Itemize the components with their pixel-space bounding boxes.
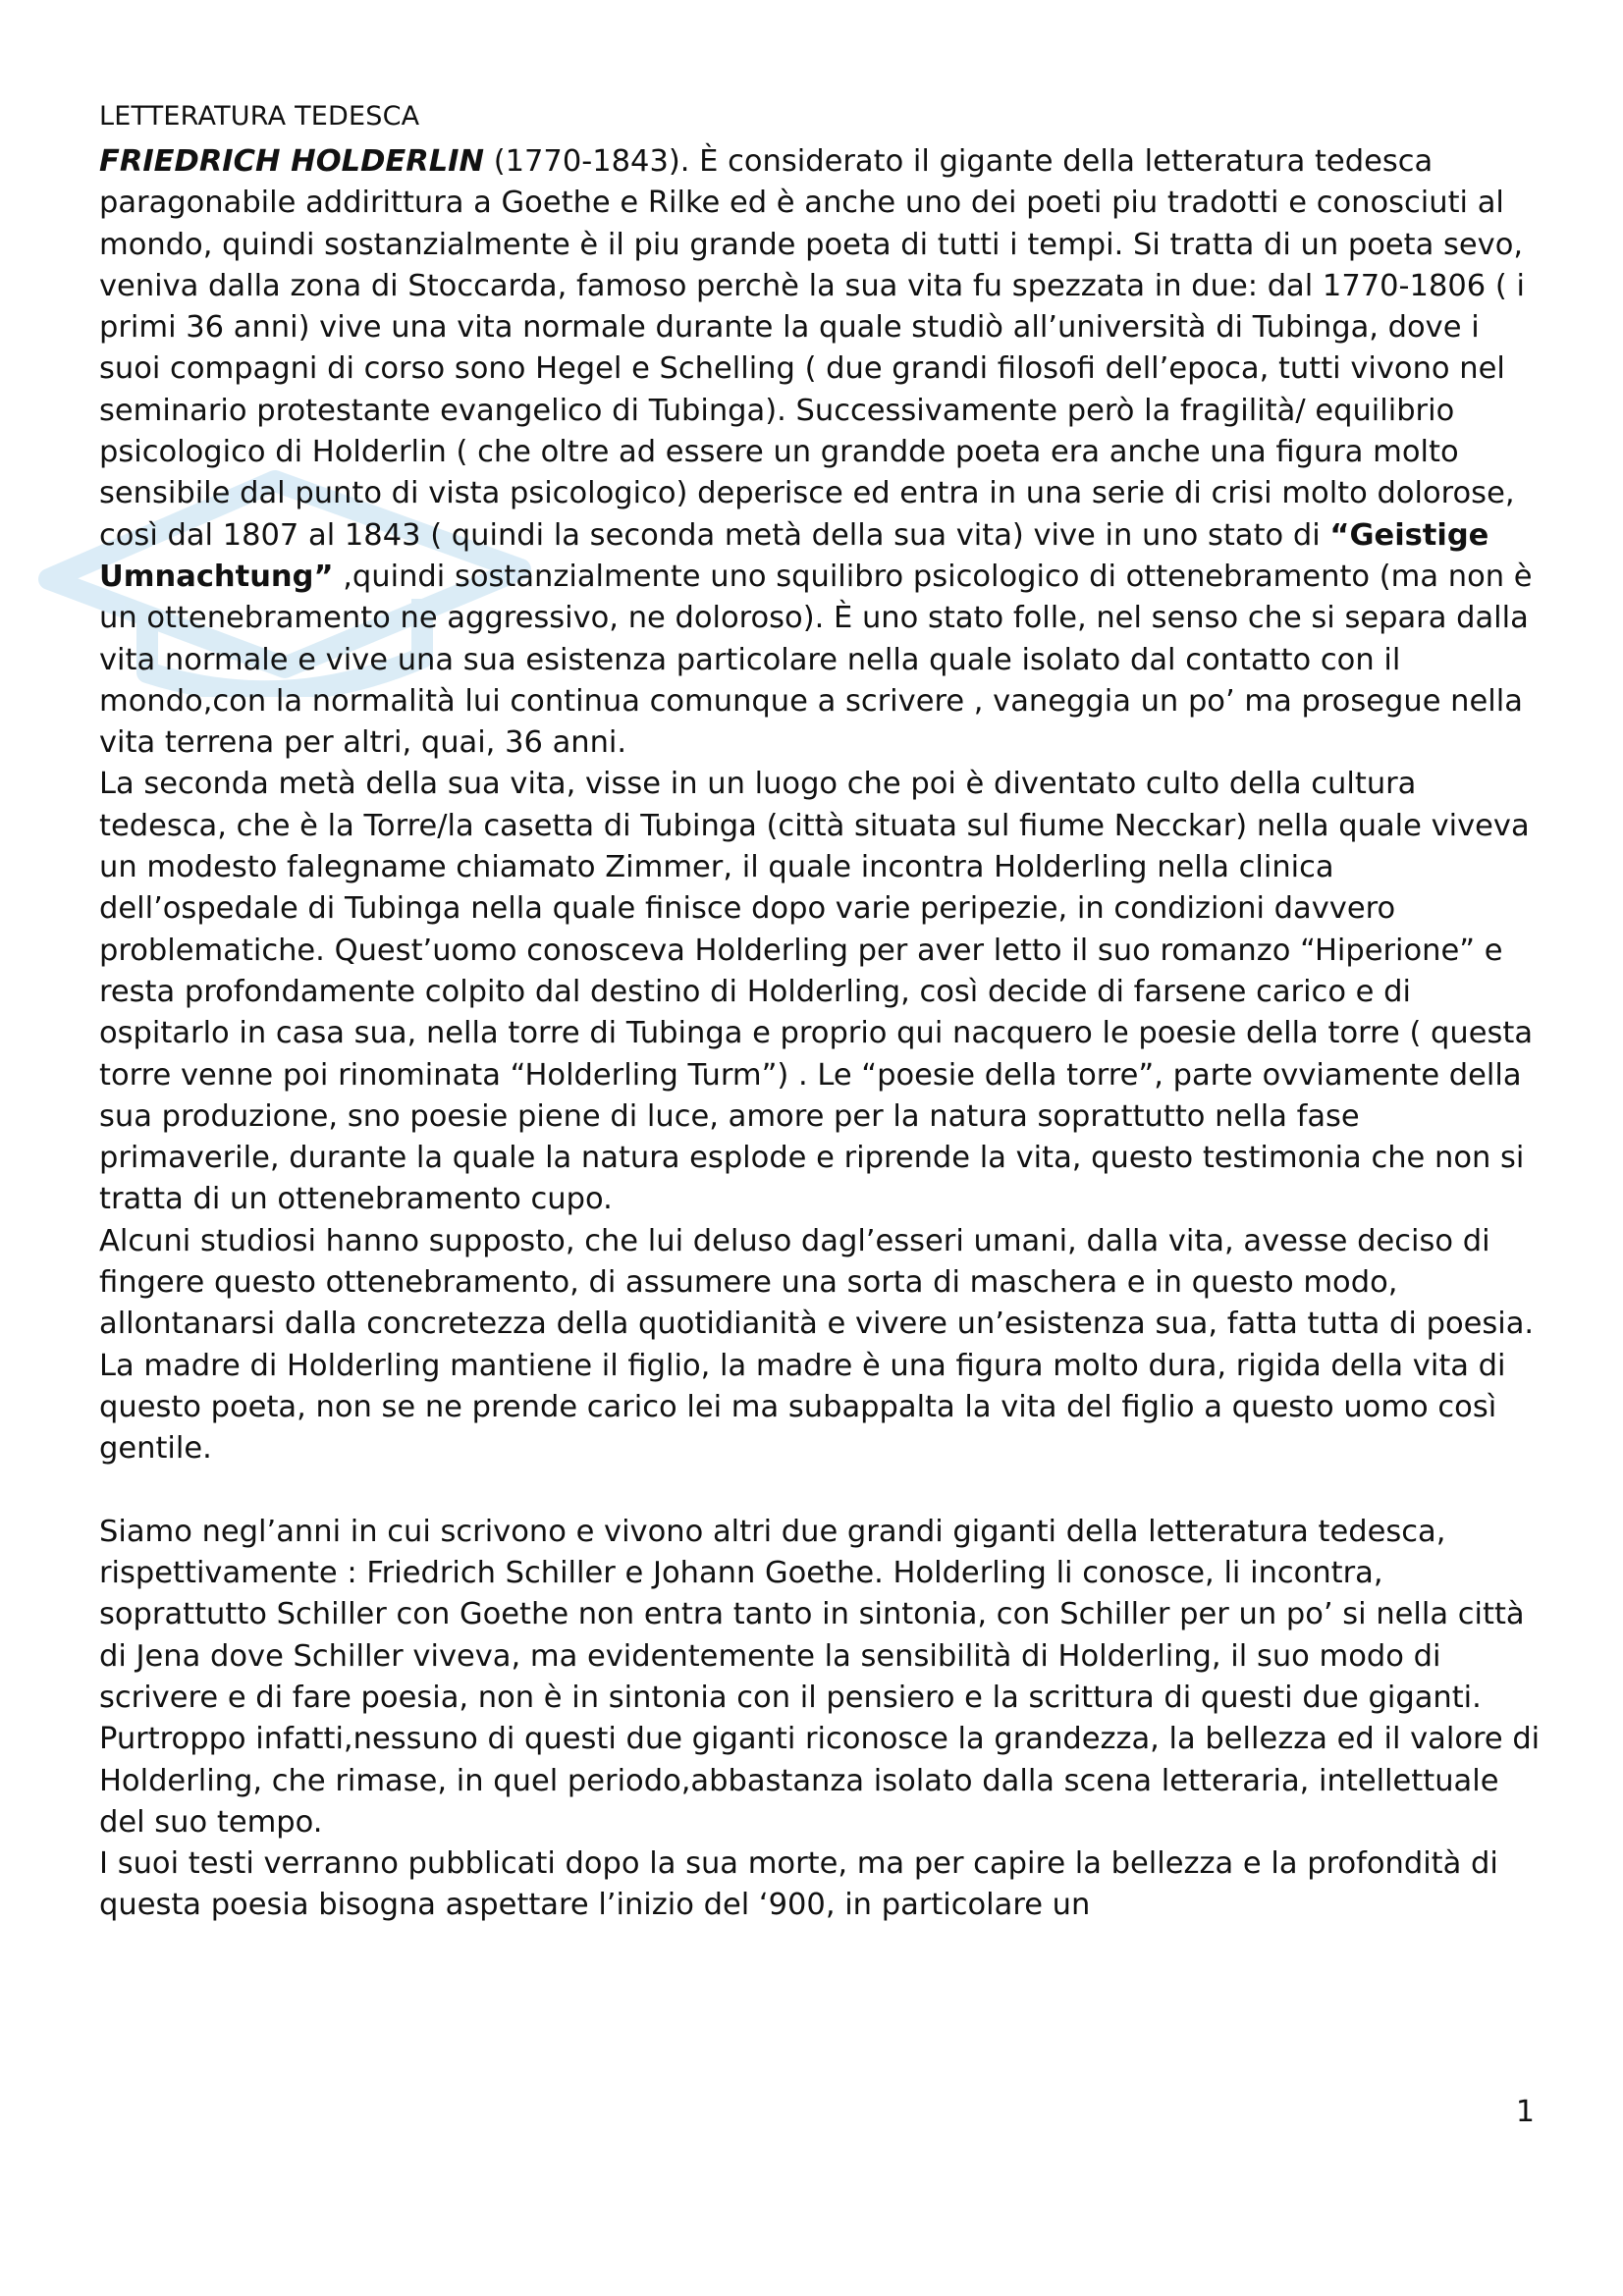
paragraph-intro [99,141,1542,764]
paragraph-giants: Siamo negl’anni in cui scrivono e vivono altri due grandi giganti della letteratura tedesca, rispettivamente : Friedrich Schiller e Johann Goethe. Holderling li conosce, li incontra, soprattutto Schiller con Goethe non entra tanto in sintonia, con Schiller per un po’ si nella città di Jena dove Schiller viveva, ma evidentemente la sensibilità di Holderling, il suo modo di scrivere e di fare poesia, non è in sintonia con il pensiero e la scrittura di questi due giganti. Purtroppo infatti,nessuno di questi due giganti riconosce la grandezza, la bellezza ed il valore di Holderling, che rimase, in quel periodo,abbastanza isolato dalla scena letteraria, intellettuale del suo tempo. [99,1514,1541,1840]
paragraph-tower: La seconda metà della sua vita, visse in un luogo che poi è diventato culto della cultura tedesca, che è la Torre/la casetta di Tubinga (città situata sul fiume Necckar) nella quale viveva un modesto falegname chiamato Zimmer, il quale incontra Holderling nella clinica dell’ospedale di Tubinga nella quale finisce dopo varie peripezie, in condizioni davvero problematiche. Quest’uomo conosceva Holderling per aver letto il suo romanzo “Hiperione” e resta profondamente colpito dal destino di Holderling, così decide di farsene carico e di ospitarlo in casa sua, nella torre di Tubinga e proprio qui nacquero le poesie della torre ( questa torre venne poi rinominata “Holderling Turm”) . Le “poesie della torre”, parte ovviamente della sua produzione, sno poesie piene di luce, amore per la natura soprattutto nella fase primaverile, durante la quale la natura esplode e riprende la vita, questo testimonia che non si tratta di un ottenebramento cupo. [99,767,1534,1217]
intro-text-a: (1770-1843). È considerato il gigante della letteratura tedesca paragonabile addirittura a Goethe e Rilke ed è anche uno dei poeti piu tradotti e conosciuti al mondo, quindi sostanzialmente è il piu grande poeta di tutti i tempi. Si tratta di un poeta sevo, veniva dalla zona di Stoccarda, famoso perchè la sua vita fu spezzata in due: dal 1770-1806 ( i primi 36 anni) vive una vita normale durante la quale studiò all’università di Tubinga, dove i suoi compagni di corso sono Hegel e Schelling ( due grandi filosofi dell’epoca, tutti vivono nel seminario protestante evangelico di Tubinga). Successivamente però la fragilità/ equilibrio psicologico di Holderlin ( che oltre ad essere un grandde poeta era anche una figura molto sensibile dal punto di vista psicologico) deperisce ed entra in una serie di crisi molto dolorose, così dal 1807 al 1843 ( quindi la seconda metà della sua vita) vive in uno stato di [99,144,1525,553]
paragraph-publication: I suoi testi verranno pubblicati dopo la sua morte, ma per capire la bellezza e la profondità di questa poesia bisogna aspettare l’inizio del ‘900, in particolare un [99,1846,1498,1923]
document-header: LETTERATURA TEDESCA [99,101,420,132]
page-number: 1 [1515,2095,1535,2129]
blank-line [99,1470,1542,1512]
document-page [99,96,1542,1927]
term-geistige-umnachtung: “Geistige Umnachtung” [99,517,1489,594]
author-name: FRIEDRICH HOLDERLIN [99,144,485,179]
paragraph-mother: La madre di Holderling mantiene il figlio, la madre è una figura molto dura, rigida della vita di questo poeta, non se ne prende carico lei ma subappalta la vita del figlio a questo uomo così gentile. [99,1348,1506,1467]
intro-text-b: ,quindi sostanzialmente uno squilibro psicologico di ottenebramento (ma non è un ottenebramento ne aggressivo, ne doloroso). È uno stato folle, nel senso che si separa dalla vita normale e vive una sua esistenza particolare nella quale isolato dal contatto con il mondo,con la normalità lui continua comunque a scrivere , vaneggia un po’ ma prosegue nella vita terrena per altri, quai, 36 anni. [99,559,1533,761]
paragraph-scholars: Alcuni studiosi hanno supposto, che lui deluso dagl’esseri umani, dalla vita, avesse deciso di fingere questo ottenebramento, di assumere una sorta di maschera e in questo modo, allontanarsi dalla concretezza della quotidianità e vivere un’esistenza sua, fatta tutta di poesia. [99,1223,1535,1342]
